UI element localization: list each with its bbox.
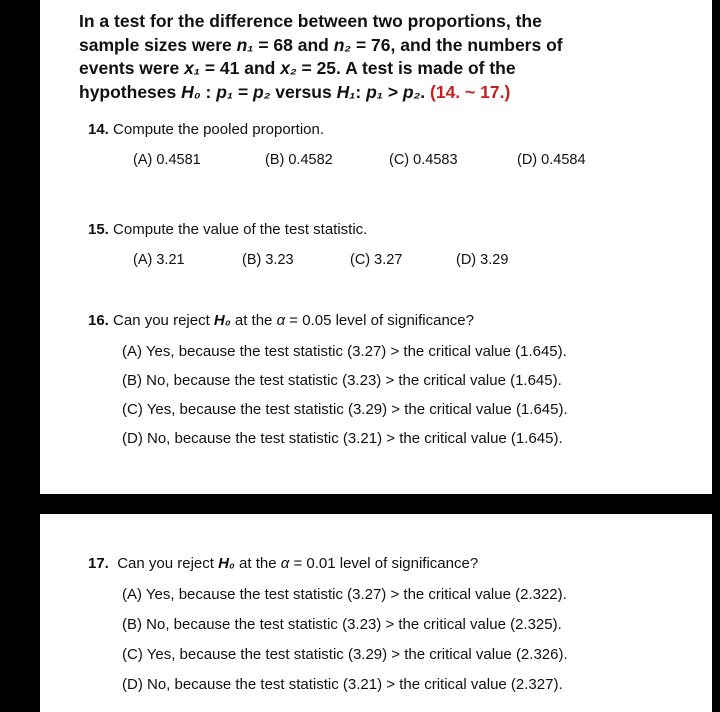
q14-option-a[interactable]: (A) 0.4581 [133,152,201,168]
q16-option-d[interactable]: (D) No, because the test statistic (3.21) > the critical value (1.645). [122,430,563,447]
intro-line-1: In a test for the difference between two proportions, the [79,11,542,31]
question-text: Compute the value of the test statistic. [113,221,368,238]
question-15 [88,221,367,239]
question-range: (14. ~ 17.) [430,81,511,102]
p2-symbol: p₂ [253,81,271,102]
q14-option-d[interactable]: (D) 0.4584 [517,152,586,168]
alpha-symbol: α [276,312,286,329]
q14-option-c[interactable]: (C) 0.4583 [389,152,458,168]
n1-symbol: n₁ [236,34,254,55]
alpha-symbol: α [280,555,290,572]
q15-option-d[interactable]: (D) 3.29 [456,252,509,268]
question-panel-top [40,0,712,494]
q17-option-d[interactable]: (D) No, because the test statistic (3.21) > the critical value (2.327). [122,676,563,693]
question-text: Compute the pooled proportion. [113,121,325,138]
q17-option-b[interactable]: (B) No, because the test statistic (3.23) > the critical value (2.325). [122,616,562,633]
h0-symbol: H₀ [181,81,201,102]
question-number: 17. [88,555,109,572]
question-number: 15. [88,221,109,238]
question-16: 16. Can you reject H₀ at the α = 0.05 level of significance? [88,312,474,329]
q15-option-a[interactable]: (A) 3.21 [133,252,185,268]
p1-symbol: p₁ [366,81,383,102]
q14-option-b[interactable]: (B) 0.4582 [265,152,333,168]
h1-symbol: H₁ [336,81,356,102]
question-17: 17. Can you reject H₀ at the α = 0.01 level of significance? [88,555,479,572]
x1-symbol: x₁ [184,58,200,78]
intro-line-4: hypotheses H₀ : p₁ = p₂ versus H₁: p₁ > p₂. (14. ~ 17.) [79,81,511,102]
h0-symbol: H₀ [213,312,231,329]
question-number: 14. [88,121,109,138]
q15-option-b[interactable]: (B) 3.23 [242,252,294,268]
intro-line-2: sample sizes were n₁ = 68 and n₂ = 76, and the numbers of [79,34,563,55]
h0-symbol: H₀ [218,555,235,572]
q16-option-b[interactable]: (B) No, because the test statistic (3.23) > the critical value (1.645). [122,372,562,389]
q15-option-c[interactable]: (C) 3.27 [350,252,403,268]
p2-symbol: p₂ [402,81,421,102]
q17-option-a[interactable]: (A) Yes, because the test statistic (3.27) > the critical value (2.322). [122,586,567,603]
question-panel-bottom [40,514,712,712]
q16-option-c[interactable]: (C) Yes, because the test statistic (3.29) > the critical value (1.645). [122,401,568,418]
problem-intro [79,10,699,104]
q16-option-a[interactable]: (A) Yes, because the test statistic (3.27) > the critical value (1.645). [122,343,567,360]
n2-symbol: n₂ [333,34,352,55]
p1-symbol: p₁ [216,81,234,102]
question-14 [88,121,324,139]
intro-line-3: events were x₁ = 41 and x₂ = 25. A test is made of the [79,58,516,78]
q17-option-c[interactable]: (C) Yes, because the test statistic (3.29) > the critical value (2.326). [122,646,568,663]
x2-symbol: x₂ [280,58,297,78]
question-number: 16. [88,312,109,329]
